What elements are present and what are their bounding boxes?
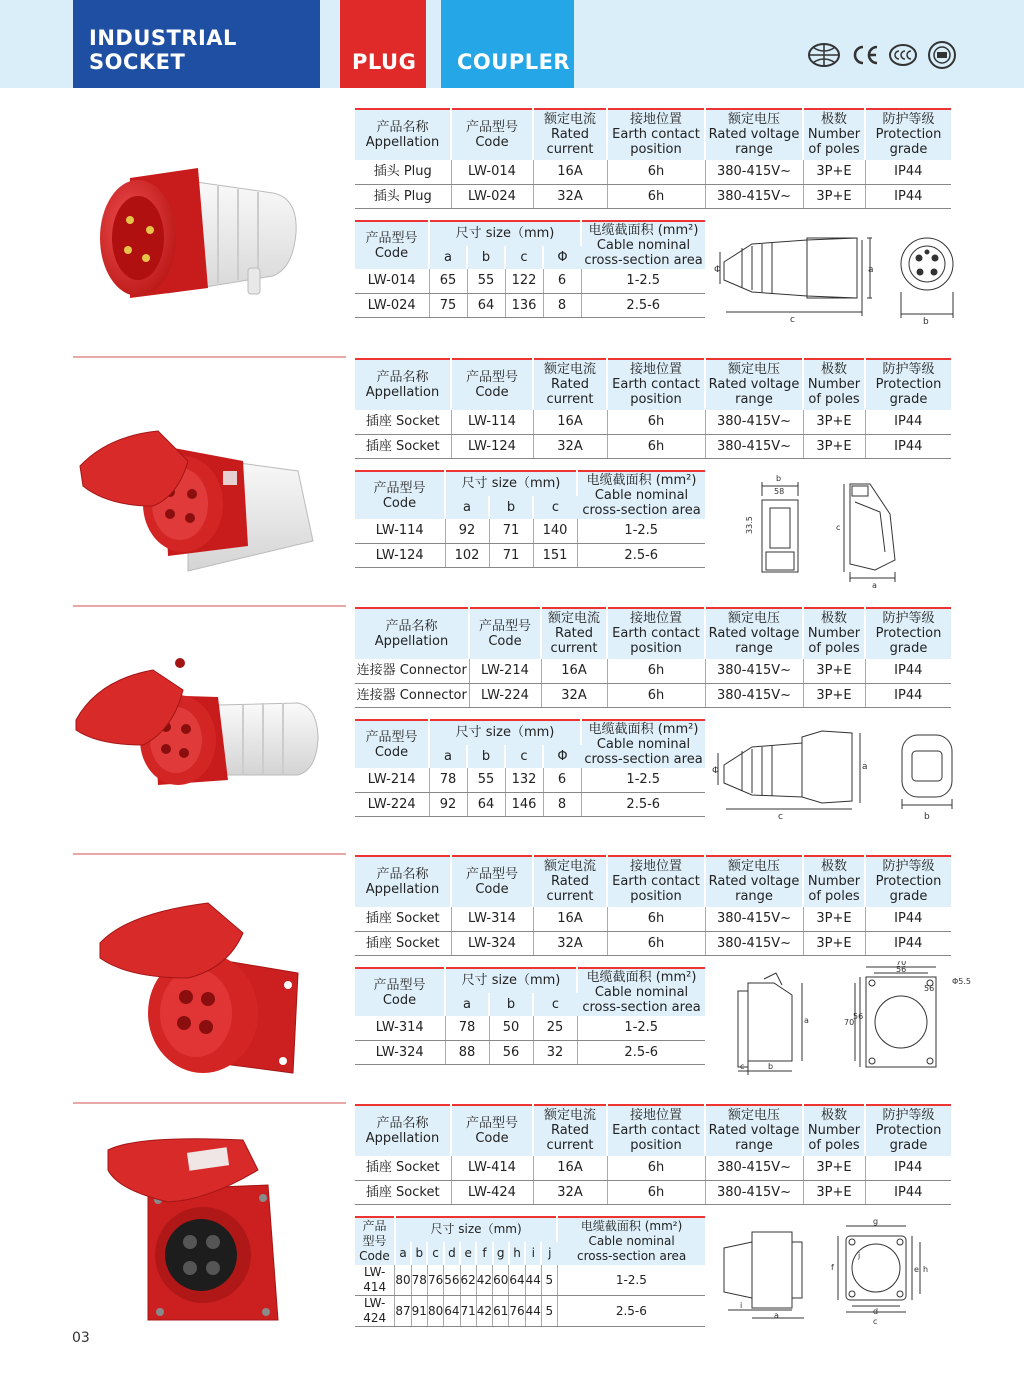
table-row: 插头 Plug LW-024 32A 6h 380-415V~ 3P+E IP44 (355, 184, 951, 208)
svg-text:Φ5.5: Φ5.5 (952, 977, 972, 986)
col-appellation: 产品名称 Appellation (355, 109, 451, 160)
svg-text:b: b (923, 317, 929, 327)
svg-text:c: c (740, 1062, 745, 1071)
svg-text:70: 70 (896, 961, 907, 967)
table-row: 连接器 Connector LW-224 32A 6h 380-415V~ 3P+E IP44 (355, 683, 951, 707)
table-row: 插头 Plug LW-014 16A 6h 380-415V~ 3P+E IP44 (355, 160, 951, 184)
tab-industrial-socket[interactable]: INDUSTRIAL SOCKET (73, 0, 320, 88)
col-current: 额定电流 Rated current (533, 109, 607, 160)
certification-marks (806, 40, 958, 70)
panel-socket-product-image (68, 883, 328, 1083)
table-row: 连接器 Connector LW-214 16A 6h 380-415V~ 3P+E IP44 (355, 659, 951, 683)
table-row: LW-214 78 55 132 6 1-2.5 (355, 768, 705, 792)
connector-technical-drawing (712, 723, 982, 833)
table-row: LW-024 75 64 136 8 2.5-6 (355, 293, 705, 317)
page-number: 03 (72, 1330, 90, 1346)
svg-text:33.5: 33.5 (745, 516, 754, 534)
dimension-table: 产品型号 Code 尺寸 size（mm) 电缆截面积 (mm²) Cable nominal cross-section area a b c Φ LW-214 78 55 132 6 1-2.5 LW-224 92 64 146 8 2.5-6 (355, 719, 705, 817)
section-divider (73, 1102, 346, 1104)
col-poles: 极数 Number of poles (803, 109, 865, 160)
svg-text:g: g (873, 1218, 879, 1226)
svg-text:i: i (740, 1301, 743, 1310)
plug-technical-drawing (712, 222, 982, 332)
section-divider (73, 605, 346, 607)
dimension-table: 产品 型号 Code 尺寸 size（mm) 电缆截面积 (mm²) Cable nominal cross-section area a b c d e f g h i j LW-414 80 78 76 56 62 42 60 64 44 5 1-2.5 LW-424 87 91 80 64 71 42 61 76 44 5 2.5-6 (355, 1216, 705, 1327)
section-socket-surface (0, 356, 1024, 604)
socket-product-image (68, 386, 328, 586)
table-row: LW-424 87 91 80 64 71 42 61 76 44 5 2.5-6 (355, 1296, 705, 1327)
svg-text:j: j (858, 1251, 861, 1260)
svg-text:Φ: Φ (714, 265, 722, 275)
col-code: 产品型号 Code (451, 109, 533, 160)
svg-text:b: b (768, 1062, 774, 1071)
connector-product-image (68, 635, 328, 835)
spec-table: 产品名称 Appellation 产品型号 Code 额定电流 Rated current 接地位置 Earth contact position 额定电压 Rated voltage range 极数 Number of poles 防护等级 Protection grade 插座 Socket LW-114 16A 6h 380-415V~ 3P+E IP44 插座 Socket LW-124 32A 6h 380-415V~ 3P+E IP44 (355, 358, 951, 459)
svg-text:f: f (831, 1263, 834, 1272)
svg-text:c: c (790, 315, 795, 325)
section-divider (73, 356, 346, 358)
table-row: 插座 Socket LW-114 16A 6h 380-415V~ 3P+E IP44 (355, 410, 951, 434)
flush-socket-product-image (68, 1130, 328, 1330)
section-socket-flush (0, 1102, 1024, 1350)
table-row: LW-014 65 55 122 6 1-2.5 (355, 269, 705, 293)
svg-text:a: a (774, 1311, 779, 1320)
cert-ce-icon (850, 40, 880, 70)
panel-socket-technical-drawing (712, 961, 982, 1071)
svg-text:58: 58 (774, 487, 785, 496)
socket-technical-drawing (740, 472, 1010, 590)
dimension-table: 产品型号 Code 尺寸 size（mm) 电缆截面积 (mm²) Cable nominal cross-section area a b c LW-114 92 71 140 1-2.5 LW-124 102 71 151 2.5-6 (355, 470, 705, 568)
dimension-table: 产品型号 Code 尺寸 size（mm) 电缆截面积 (mm²) Cable nominal cross-section area a b c LW-314 78 50 25 1-2.5 LW-324 88 56 32 2.5-6 (355, 967, 705, 1065)
col-cable: 电缆截面积 (mm²) Cable nominal cross-section area (581, 221, 705, 269)
table-row: LW-114 92 71 140 1-2.5 (355, 519, 705, 543)
flush-socket-technical-drawing (712, 1218, 982, 1328)
svg-text:56: 56 (924, 984, 935, 993)
spec-table (355, 108, 951, 209)
svg-text:70: 70 (844, 1018, 855, 1027)
table-row: 插座 Socket LW-414 16A 6h 380-415V~ 3P+E IP44 (355, 1156, 951, 1180)
spec-table: 产品名称 Appellation 产品型号 Code 额定电流 Rated current 接地位置 Earth contact position 额定电压 Rated voltage range 极数 Number of poles 防护等级 Protection grade 插座 Socket LW-314 16A 6h 380-415V~ 3P+E IP44 插座 Socket LW-324 32A 6h 380-415V~ 3P+E IP44 (355, 855, 951, 956)
tab-coupler[interactable]: COUPLER (441, 0, 574, 88)
svg-text:c: c (836, 523, 841, 532)
table-row: 插座 Socket LW-124 32A 6h 380-415V~ 3P+E IP44 (355, 434, 951, 458)
cert-badge-icon (926, 40, 958, 70)
col-earth: 接地位置 Earth contact position (607, 109, 705, 160)
plug-product-image (68, 138, 328, 338)
svg-text:h: h (923, 1265, 929, 1274)
col-voltage: 额定电压 Rated voltage range (705, 109, 803, 160)
svg-text:a: a (872, 581, 877, 590)
svg-text:Φ: Φ (712, 766, 720, 776)
section-connector (0, 605, 1024, 853)
section-socket-panel (0, 853, 1024, 1101)
cert-globe-icon (806, 40, 842, 70)
section-divider (73, 853, 346, 855)
svg-text:c: c (873, 1317, 878, 1326)
svg-text:56: 56 (896, 965, 907, 974)
svg-text:c: c (778, 812, 783, 822)
cert-ccc-icon (888, 40, 918, 70)
table-row: 插座 Socket LW-324 32A 6h 380-415V~ 3P+E IP44 (355, 931, 951, 955)
svg-text:a: a (862, 762, 868, 772)
svg-text:b: b (776, 474, 782, 483)
svg-text:b: b (924, 812, 930, 822)
spec-table: 产品名称 Appellation 产品型号 Code 额定电流 Rated current 接地位置 Earth contact position 额定电压 Rated voltage range 极数 Number of poles 防护等级 Protection grade 连接器 Connector LW-214 16A 6h 380-415V~ 3P+E IP44 连接器 Connector LW-224 32A 6h 380-415V~ 3P+E IP44 (355, 607, 951, 708)
svg-text:56: 56 (853, 1012, 864, 1021)
table-row: LW-124 102 71 151 2.5-6 (355, 543, 705, 567)
dimension-table: 产品型号 Code 尺寸 size（mm) 电缆截面积 (mm²) Cable nominal cross-section area a b c Φ LW-014 65 55 122 6 1-2.5 LW-024 75 64 136 8 2.5-6 (355, 220, 705, 318)
table-row: 插座 Socket LW-424 32A 6h 380-415V~ 3P+E IP44 (355, 1180, 951, 1204)
svg-text:a: a (868, 265, 874, 275)
svg-text:a: a (804, 1016, 809, 1025)
svg-text:d: d (873, 1307, 879, 1316)
spec-table: 产品名称 Appellation 产品型号 Code 额定电流 Rated current 接地位置 Earth contact position 额定电压 Rated voltage range 极数 Number of poles 防护等级 Protection grade 插座 Socket LW-414 16A 6h 380-415V~ 3P+E IP44 插座 Socket LW-424 32A 6h 380-415V~ 3P+E IP44 (355, 1104, 951, 1205)
table-row: LW-224 92 64 146 8 2.5-6 (355, 792, 705, 816)
section-plug (0, 108, 1024, 356)
col-code: 产品型号 Code (355, 221, 429, 269)
table-row: 插座 Socket LW-314 16A 6h 380-415V~ 3P+E IP44 (355, 907, 951, 931)
table-row: LW-324 88 56 32 2.5-6 (355, 1040, 705, 1064)
col-size: 尺寸 size（mm) (429, 221, 581, 246)
svg-text:e: e (914, 1265, 919, 1274)
table-row: LW-314 78 50 25 1-2.5 (355, 1016, 705, 1040)
table-row: LW-414 80 78 76 56 62 42 60 64 44 5 1-2.5 (355, 1265, 705, 1296)
col-grade: 防护等级 Protection grade (865, 109, 951, 160)
tab-plug[interactable]: PLUG (340, 0, 426, 88)
